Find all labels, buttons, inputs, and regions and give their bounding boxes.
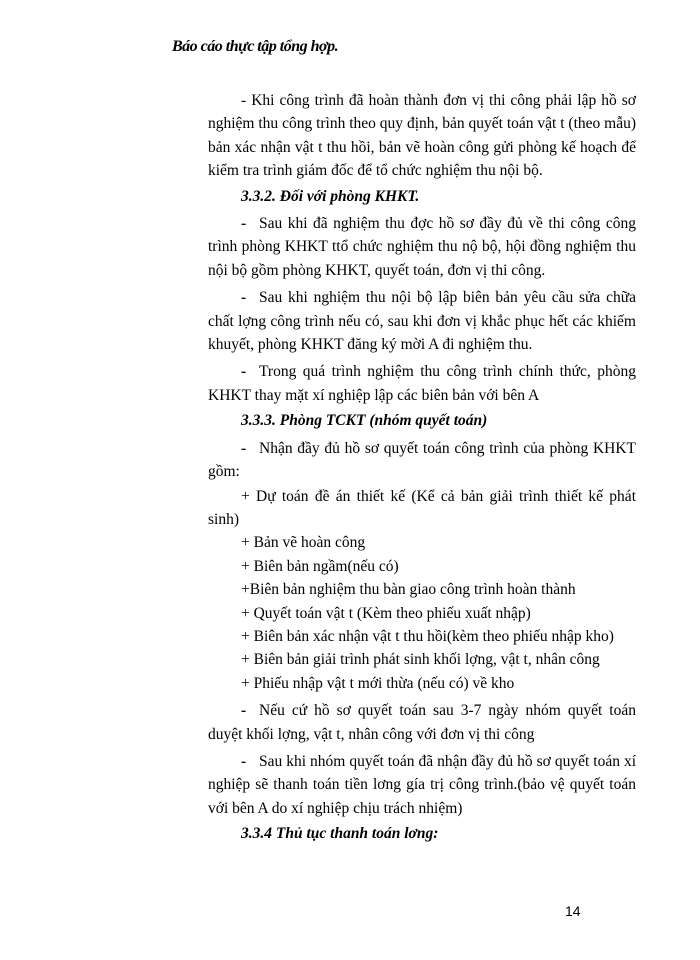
list-item: + Biên bản giải trình phát sinh khối lợng, vật t, nhân công bbox=[241, 651, 600, 669]
bullet-paragraph bbox=[208, 750, 636, 820]
bullet-paragraph bbox=[208, 360, 636, 407]
bullet-text: Sau khi nghiệm thu nội bộ lập biên bản yêu cầu sửa chữa chất lợng công trình nếu có, sau khi đơn vị khắc phục hết các khiếm khuyết, phòng KHKT đăng ký mời A đi nghiệm thu. bbox=[208, 289, 636, 354]
bullet-text: Nếu cứ hồ sơ quyết toán sau 3-7 ngày nhóm quyết toán duyệt khối lợng, vật t, nhân công với đơn vị thi công bbox=[208, 702, 636, 743]
list-item: + Bản vẽ hoàn công bbox=[241, 534, 366, 552]
page-header-title: Báo cáo thực tập tổng hợp. bbox=[172, 38, 339, 55]
bullet-text: Sau khi nhóm quyết toán đã nhận đầy đủ hồ sơ quyết toán xí nghiệp sẽ thanh toán tiền lơng gía trị công trình.(bảo vệ quyết toán với bên A do xí nghiệp chịu trách nhiệm) bbox=[208, 752, 636, 817]
list-item: + Dự toán đề án thiết kế (Kể cả bản giải trình thiết kế phát sinh) bbox=[208, 487, 636, 528]
list-item: +Biên bản nghiệm thu bàn giao công trình hoàn thành bbox=[241, 581, 576, 599]
section-heading-3-3-2: 3.3.2. Đối với phòng KHKT. bbox=[241, 187, 420, 205]
bullet-dash: - bbox=[241, 702, 247, 720]
section-heading-3-3-4: 3.3.4 Thủ tục thanh toán lơng: bbox=[241, 825, 439, 843]
document-body bbox=[208, 89, 636, 850]
bullet-paragraph bbox=[208, 699, 636, 746]
bullet-paragraph bbox=[208, 212, 636, 282]
bullet-dash: - bbox=[241, 289, 247, 307]
bullet-dash: - bbox=[241, 439, 247, 457]
bullet-text: Sau khi đã nghiệm thu đợc hồ sơ đầy đủ về thi công công trình phòng KHKT ttổ chức nghiệm thu nộ bộ, hội đồng nghiệm thu nội bộ gồm phòng KHKT, quyết toán, đơn vị thi công. bbox=[208, 215, 636, 279]
list-item: + Phiếu nhập vật t mới thừa (nếu có) về kho bbox=[241, 674, 515, 692]
bullet-dash: - bbox=[241, 215, 247, 233]
section-heading-3-3-3: 3.3.3. Phòng TCKT (nhóm quyết toán) bbox=[241, 412, 488, 430]
list-item: + Biên bản ngầm(nếu có) bbox=[241, 557, 399, 575]
list-item: + Quyết toán vật t (Kèm theo phiếu xuất nhập) bbox=[241, 604, 531, 622]
paragraph: - Khi công trình đã hoàn thành đơn vị thi công phải lập hồ sơ nghiệm thu công trình theo quy định, bản quyết toán vật t (theo mẫu) bản xác nhận vật t thu hồi, bản vẽ hoàn công gửi phòng kế hoạch để kiểm tra trình giám đốc để tổ chức nghiệm thu nội bộ. bbox=[208, 92, 636, 180]
bullet-dash: - bbox=[241, 363, 247, 381]
bullet-paragraph bbox=[208, 286, 636, 356]
bullet-text: Trong quá trình nghiệm thu công trình chính thức, phòng KHKT thay mặt xí nghiệp lập các biên bản với bên A bbox=[208, 363, 636, 404]
bullet-dash: - bbox=[241, 752, 247, 770]
list-item: + Biên bản xác nhận vật t thu hồi(kèm theo phiếu nhập kho) bbox=[241, 627, 614, 645]
bullet-paragraph bbox=[208, 437, 636, 484]
page-number: 14 bbox=[565, 903, 581, 919]
bullet-text: Nhận đầy đủ hồ sơ quyết toán công trình của phòng KHKT gồm: bbox=[208, 439, 636, 481]
